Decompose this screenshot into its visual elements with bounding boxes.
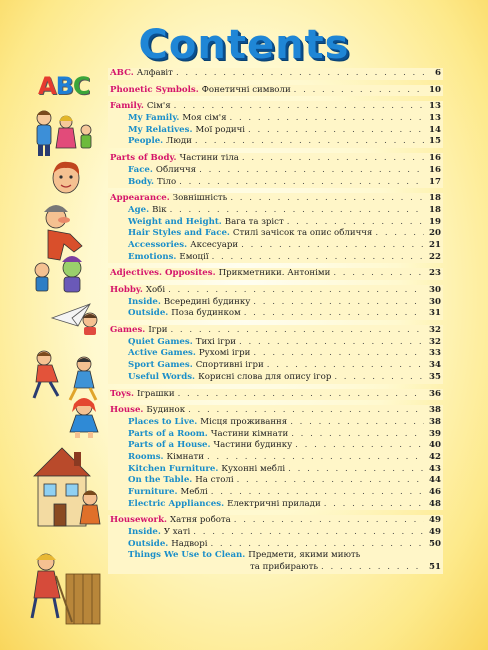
entry-title-en: Places to Live.: [128, 416, 198, 427]
toc-subentry[interactable]: [110, 165, 441, 177]
entry-title-ua: Кухонні меблі: [221, 463, 286, 474]
toc-section: [108, 325, 443, 383]
entry-title-en: ABC.: [110, 68, 134, 78]
dot-leader: [210, 539, 424, 551]
entry-title-en: Hair Styles and Face.: [128, 228, 230, 239]
entry-title-ua: Іграшки: [136, 388, 175, 399]
entry-title-ua: Електричні прилади: [227, 498, 321, 509]
entry-title-ua: Тихі ігри: [195, 336, 237, 347]
toc-entry[interactable]: [110, 285, 441, 297]
dot-leader: [212, 252, 424, 264]
dot-leader: [230, 193, 424, 205]
toc-subentry[interactable]: [110, 550, 441, 562]
toc-subentry[interactable]: [110, 539, 441, 551]
dot-leader: [234, 515, 424, 527]
dot-leader: [237, 475, 424, 487]
dot-leader: [241, 240, 424, 252]
entry-title-en: Rooms.: [128, 451, 164, 462]
entry-title-en: Kitchen Furniture.: [128, 463, 219, 474]
toc-section: [108, 405, 443, 510]
entry-title-ua: Тіло: [157, 176, 177, 187]
page-number: 32: [429, 336, 441, 347]
toc-subentry[interactable]: [110, 372, 441, 384]
entry-title-ua: Алфавіт: [136, 68, 173, 78]
toc-entry[interactable]: [110, 389, 441, 401]
dot-leader: [253, 348, 424, 360]
toc-subentry[interactable]: [110, 337, 441, 349]
entry-title-en: Quiet Games.: [128, 336, 193, 347]
entry-title-ua: Меблі: [180, 487, 208, 497]
page-number: 43: [429, 463, 441, 474]
appearance-illustration: [30, 200, 102, 296]
entry-title-en: Adjectives. Opposites.: [110, 268, 216, 279]
entry-title-en: My Relatives.: [128, 124, 193, 135]
entry-title-ua: Хобі: [145, 285, 166, 295]
entry-title-ua: Люди: [166, 136, 192, 147]
entry-title-ua: Частини будинку: [213, 440, 293, 451]
page-number: 40: [429, 440, 441, 451]
page-number: 35: [429, 371, 441, 382]
entry-title-ua: та прибирають: [250, 562, 319, 573]
entry-title-ua: Поза будинком: [171, 308, 241, 319]
page-number: 18: [429, 193, 441, 204]
toc-section: [108, 515, 443, 573]
entry-title-en: Toys.: [110, 388, 134, 399]
toc-subentry[interactable]: [110, 205, 441, 217]
entry-title-ua: Фонетичні символи: [201, 84, 291, 95]
toc-subentry[interactable]: [110, 440, 441, 452]
page-number: 50: [429, 538, 441, 549]
entry-title-en: Emotions.: [128, 251, 177, 262]
entry-title-ua: Емоції: [179, 251, 209, 262]
entry-title-ua: Мої родичі: [195, 124, 246, 135]
page-number: 15: [429, 136, 441, 147]
toc-subentry[interactable]: [110, 125, 441, 137]
page-number: 31: [429, 308, 441, 319]
page-number: 30: [429, 296, 441, 307]
entry-title-en: Parts of Body.: [110, 153, 177, 164]
page-title: Contents: [138, 22, 350, 68]
toc-section: [108, 68, 443, 80]
dot-leader: [170, 325, 424, 337]
page-number: 36: [429, 388, 441, 399]
entry-title-ua: Частини тіла: [179, 153, 239, 164]
entry-title-en: Sport Games.: [128, 360, 193, 371]
entry-title-en: Hobby.: [110, 285, 143, 295]
dot-leader: [176, 68, 424, 80]
dot-leader: [239, 337, 424, 349]
entry-title-en: Outside.: [128, 538, 169, 549]
entry-title-ua: Хатня робота: [170, 515, 231, 526]
dot-leader: [174, 101, 424, 113]
toc-subentry[interactable]: [110, 360, 441, 372]
page-number: 13: [429, 101, 441, 112]
entry-title-ua: Зовнішність: [172, 193, 228, 204]
dot-leader: [294, 85, 424, 97]
entry-title-ua: Ігри: [148, 325, 168, 336]
entry-title-ua: У хаті: [163, 527, 191, 538]
dot-leader: [295, 440, 424, 452]
toc-subentry[interactable]: [110, 217, 441, 229]
dot-leader: [375, 228, 424, 240]
entry-title-ua: На столі: [195, 475, 234, 486]
dot-leader: [199, 165, 424, 177]
toc-entry[interactable]: [110, 405, 441, 417]
toc-subentry[interactable]: [110, 177, 441, 189]
entry-title-en: Weight and Height.: [128, 216, 222, 227]
hobby-illustration: [50, 296, 102, 336]
dot-leader: [242, 153, 424, 165]
page-number: 30: [429, 285, 441, 295]
toc-subentry[interactable]: [110, 348, 441, 360]
toc-entry[interactable]: [110, 325, 441, 337]
toys-illustration: [66, 394, 102, 440]
entry-title-ua: Обличчя: [155, 164, 197, 175]
toc-entry[interactable]: [110, 193, 441, 205]
family-illustration: [28, 104, 102, 158]
entry-title-ua: Сім'я: [146, 101, 171, 112]
entry-title-ua: Рухомі ігри: [198, 348, 251, 359]
toc-subentry[interactable]: [110, 429, 441, 441]
toc-subentry[interactable]: [110, 499, 441, 511]
page-number: 14: [429, 124, 441, 135]
page-number: 49: [429, 527, 441, 538]
page-number: 48: [429, 498, 441, 509]
entry-title-en: Age.: [128, 204, 150, 215]
toc-subentry[interactable]: [110, 113, 441, 125]
page-number: 34: [429, 360, 441, 371]
entry-title-en: Housework.: [110, 515, 168, 526]
toc-subentry[interactable]: [110, 252, 441, 264]
abc-logo: [38, 72, 90, 100]
toc-subentry[interactable]: [110, 417, 441, 429]
housework-illustration: [26, 548, 104, 626]
entry-title-en: Phonetic Symbols.: [110, 84, 199, 95]
page-number: 44: [429, 475, 441, 486]
entry-title-en: Accessories.: [128, 239, 188, 250]
dot-leader: [188, 405, 424, 417]
dot-leader: [321, 562, 424, 574]
entry-title-ua: Місця проживання: [200, 416, 288, 427]
page-number: 16: [429, 153, 441, 164]
dot-leader: [248, 125, 424, 137]
entry-title-ua: Будинок: [146, 405, 186, 416]
dot-leader: [291, 429, 424, 441]
toc-subentry[interactable]: [110, 475, 441, 487]
dot-leader: [244, 308, 424, 320]
entry-title-ua: Аксесуари: [190, 239, 239, 250]
toc-subentry[interactable]: [110, 562, 441, 574]
page-number: 10: [429, 84, 441, 95]
entry-title-ua: Частини кімнати: [210, 428, 289, 439]
toc-entry[interactable]: [110, 101, 441, 113]
page-number: 39: [429, 428, 441, 439]
dot-leader: [170, 205, 424, 217]
entry-title-ua: Предмети, якими миють: [248, 550, 361, 561]
page-number: 21: [429, 239, 441, 250]
toc-section: [108, 193, 443, 263]
entry-title-en: Face.: [128, 164, 153, 175]
entry-title-ua: Прикметники. Антоніми: [218, 268, 331, 279]
page-number: 23: [429, 268, 441, 279]
entry-title-en: Electric Appliances.: [128, 498, 225, 509]
toc-entry[interactable]: [110, 85, 441, 97]
abc-letter-c: C: [72, 72, 90, 100]
toc-entry[interactable]: [110, 153, 441, 165]
toc-section: [108, 389, 443, 401]
dot-leader: [193, 527, 424, 539]
page-number: 13: [429, 113, 441, 124]
toc-subentry[interactable]: [110, 452, 441, 464]
entry-title-ua: Надворі: [171, 538, 208, 549]
dot-leader: [178, 389, 424, 401]
entry-title-en: Games.: [110, 325, 146, 336]
page-number: 49: [429, 515, 441, 526]
page-number: 38: [429, 405, 441, 416]
house-illustration: [30, 440, 104, 534]
entry-title-en: Furniture.: [128, 487, 178, 497]
entry-title-ua: Кімнати: [166, 451, 204, 462]
toc-subentry[interactable]: [110, 527, 441, 539]
page-number: 19: [429, 216, 441, 227]
toc-section: [108, 85, 443, 97]
entry-title-en: Things We Use to Clean.: [128, 550, 246, 561]
entry-title-ua: Вік: [152, 204, 167, 215]
abc-letter-a: A: [38, 72, 56, 100]
entry-title-ua: Стилі зачісок та опис обличчя: [232, 228, 373, 239]
entry-title-ua: Корисні слова для опису ігор: [198, 371, 332, 382]
entry-title-en: Parts of a Room.: [128, 428, 208, 439]
page-number: 33: [429, 348, 441, 359]
face-illustration: [46, 158, 86, 196]
entry-title-en: Family.: [110, 101, 144, 112]
toc-section: [108, 101, 443, 148]
toc-subentry[interactable]: [110, 228, 441, 240]
entry-title-en: My Family.: [128, 113, 180, 124]
toc-subentry[interactable]: [110, 308, 441, 320]
page-number: 18: [429, 204, 441, 215]
page-number: 22: [429, 251, 441, 262]
page-number: 46: [429, 487, 441, 497]
dot-leader: [179, 177, 424, 189]
dot-leader: [230, 113, 425, 125]
entry-title-en: Parts of a House.: [128, 440, 211, 451]
toc-entry[interactable]: [110, 515, 441, 527]
entry-title-ua: Спортивні ігри: [195, 360, 264, 371]
dot-leader: [267, 360, 424, 372]
toc-subentry[interactable]: [110, 297, 441, 309]
page-number: 38: [429, 416, 441, 427]
entry-title-en: Useful Words.: [128, 371, 196, 382]
page-number: 20: [429, 228, 441, 239]
entry-title-ua: Моя сім'я: [182, 113, 227, 124]
dot-leader: [195, 136, 424, 148]
entry-title-en: Active Games.: [128, 348, 196, 359]
entry-title-ua: Вага та зріст: [224, 216, 284, 227]
dot-leader: [290, 417, 424, 429]
abc-letter-b: B: [55, 72, 73, 100]
toc-section: [108, 153, 443, 188]
entry-title-en: Body.: [128, 176, 155, 187]
page-number: 6: [435, 68, 441, 78]
dot-leader: [287, 217, 424, 229]
dot-leader: [207, 452, 424, 464]
dot-leader: [253, 297, 424, 309]
table-of-contents: [108, 68, 443, 579]
entry-title-en: Appearance.: [110, 193, 170, 204]
toc-subentry[interactable]: [110, 136, 441, 148]
page-number: 42: [429, 451, 441, 462]
toc-subentry[interactable]: [110, 487, 441, 499]
page-number: 16: [429, 164, 441, 175]
entry-title-en: House.: [110, 405, 144, 416]
entry-title-en: On the Table.: [128, 475, 193, 486]
page-number: 17: [429, 176, 441, 187]
dot-leader: [334, 372, 424, 384]
entry-title-en: Inside.: [128, 296, 161, 307]
entry-title-en: People.: [128, 136, 164, 147]
dot-leader: [168, 285, 424, 297]
page-number: 51: [429, 562, 441, 573]
toc-subentry[interactable]: [110, 464, 441, 476]
toc-entry[interactable]: [110, 68, 441, 80]
entry-title-en: Inside.: [128, 527, 161, 538]
entry-title-ua: Всередині будинку: [163, 296, 251, 307]
toc-section: [108, 268, 443, 280]
entry-title-en: Outside.: [128, 308, 169, 319]
dot-leader: [211, 487, 424, 499]
dot-leader: [324, 499, 424, 511]
dot-leader: [333, 268, 424, 280]
toc-section: [108, 285, 443, 320]
toc-subentry[interactable]: [110, 240, 441, 252]
toc-entry[interactable]: [110, 268, 441, 280]
dot-leader: [288, 464, 424, 476]
page-number: 32: [429, 325, 441, 336]
